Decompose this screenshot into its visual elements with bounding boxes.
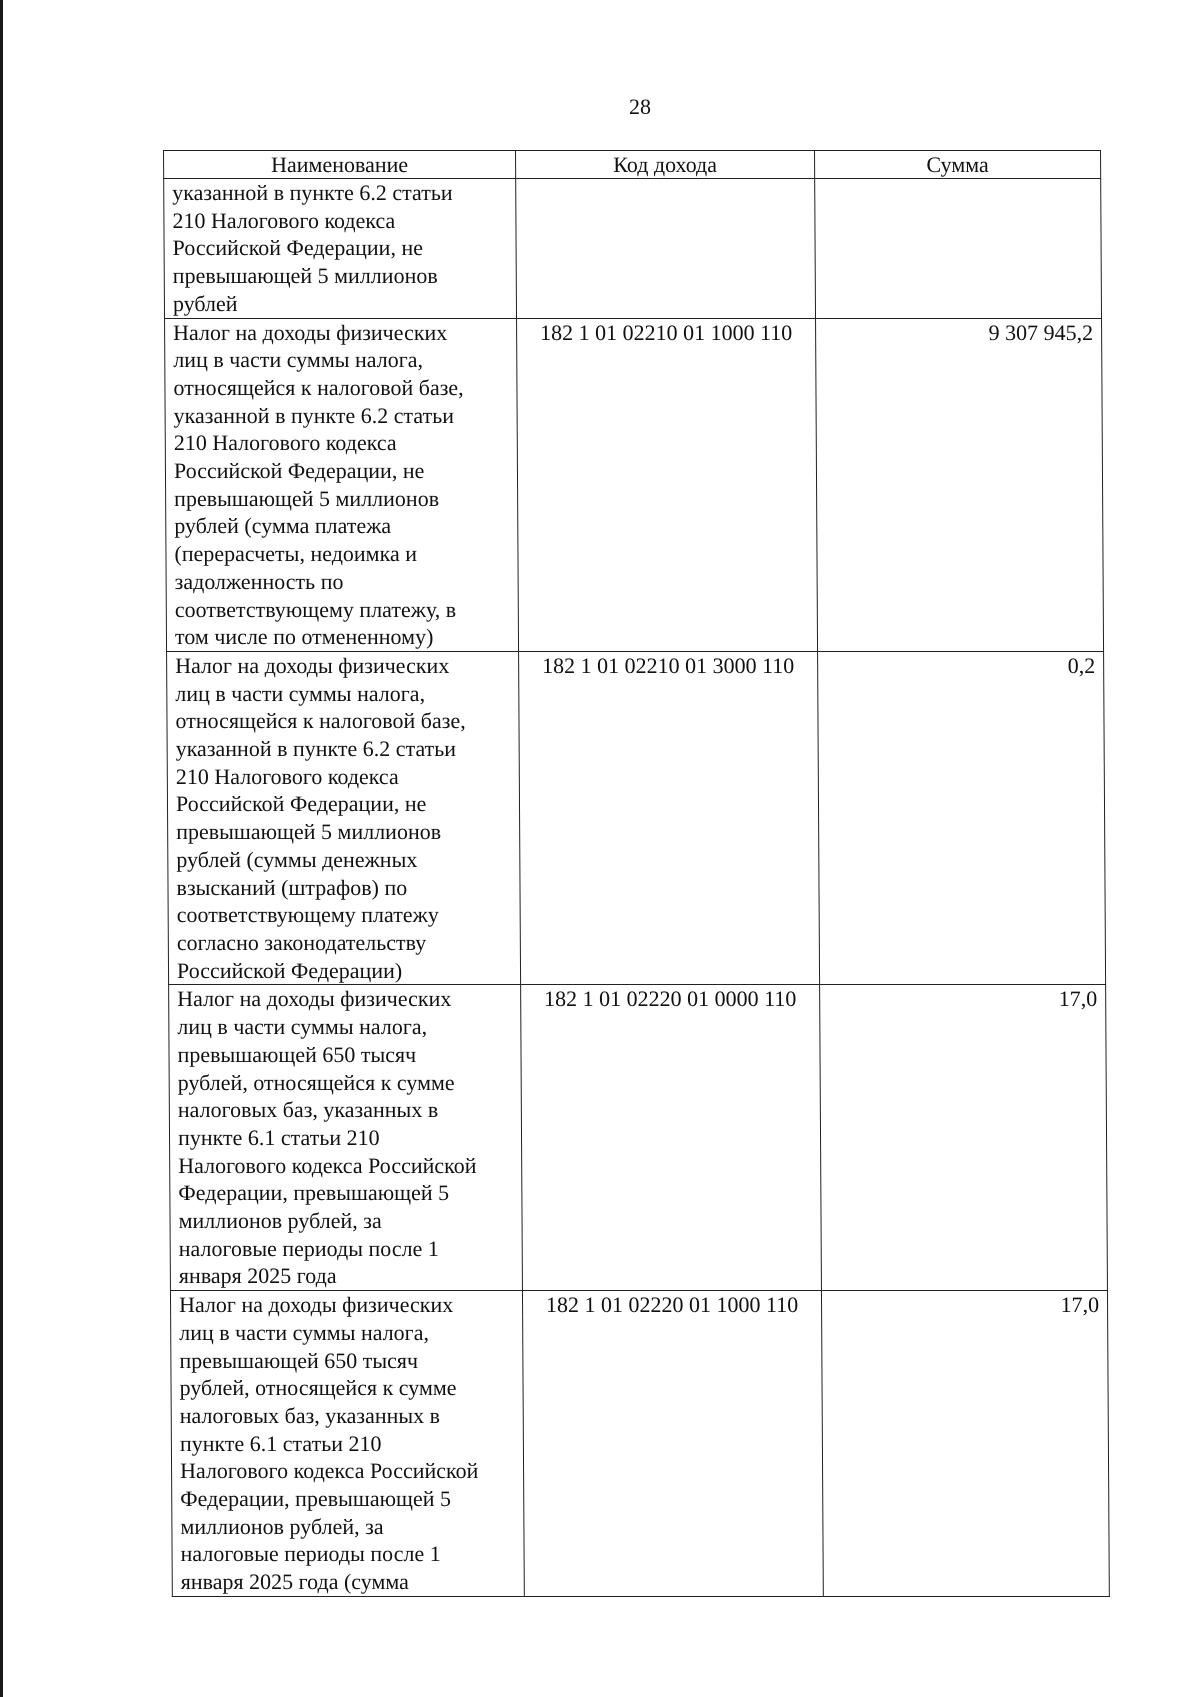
name-line: указанной в пункте 6.2 статьи [175,736,457,762]
name-line: соответствующему платежу [176,902,439,928]
name-line: относящейся к налоговой базе, [173,374,464,400]
name-line: лиц в части суммы налога, [177,1014,428,1040]
page-number: 28 [629,94,651,119]
header-name: Наименование [164,151,516,179]
cell-sum [815,179,1102,319]
table-row [165,318,1104,651]
cell-name [164,179,517,319]
header-sum: Сумма [815,151,1101,179]
name-line: превышающей 5 миллионов [176,819,442,845]
name-line: лиц в части суммы налога, [179,1319,430,1345]
name-line: взысканий (штрафов) по [176,874,408,900]
name-line: Налог на доходы физических [175,652,450,678]
name-line: превышающей 650 тысяч [177,1041,417,1067]
header-code: Код дохода [516,151,815,179]
cell-sum: 17,0 [821,1291,1109,1597]
name-line: соответствующему платежу, в [174,596,457,622]
name-line: Налог на доходы физических [178,1292,454,1318]
table-row [167,651,1106,984]
cell-code [516,179,816,319]
table-header-row [164,151,1101,179]
name-line: 210 Налогового кодекса [172,207,396,233]
table-row [170,1291,1109,1597]
name-line: том числе по отмененному) [174,624,434,650]
cell-name [167,651,521,984]
name-line: рублей [172,290,238,316]
name-line: налоговые периоды после 1 [180,1541,441,1567]
table-body [164,179,1110,1597]
name-line: Российской Федерации, не [175,791,427,817]
cell-code: 182 1 01 02210 01 1000 110 [517,318,818,651]
name-line: Налогового кодекса Российской [178,1152,477,1178]
name-line: согласно законодательству [176,929,427,955]
name-line: задолженность по [174,568,344,594]
name-line: указанной в пункте 6.2 статьи [172,180,453,205]
revenue-table [163,150,1110,1597]
cell-name [169,985,523,1291]
name-line: Налог на доходы физических [173,319,448,345]
name-line: Российской Федерации, не [173,458,425,484]
cell-sum: 0,2 [818,651,1106,984]
name-line: превышающей 5 миллионов [172,263,438,289]
name-line: января 2025 года [178,1263,337,1289]
name-line: налоговые периоды после 1 [178,1235,439,1261]
cell-code: 182 1 01 02220 01 1000 110 [522,1291,823,1597]
name-line: лиц в части суммы налога, [173,347,424,373]
name-line: относящейся к налоговой базе, [175,708,466,734]
cell-sum: 17,0 [820,985,1108,1291]
name-line: рублей (сумма платежа [174,513,392,539]
table-row [169,985,1108,1291]
name-line: (перерасчеты, недоимка и [174,541,418,567]
name-line: превышающей 5 миллионов [174,485,440,511]
name-line: января 2025 года (сумма [180,1569,409,1595]
name-line: пункте 6.1 статьи 210 [177,1124,380,1150]
name-line: Федерации, превышающей 5 [180,1486,452,1512]
name-line: Федерации, превышающей 5 [178,1180,450,1206]
scan-edge [0,0,3,1697]
name-line: пункте 6.1 статьи 210 [179,1430,382,1456]
cell-name [170,1291,524,1597]
name-line: 210 Налогового кодекса [175,763,399,789]
name-line: Российской Федерации) [176,957,403,983]
cell-name [165,318,519,651]
table-row [164,179,1102,319]
name-line: Российской Федерации, не [172,235,424,261]
cell-code: 182 1 01 02210 01 3000 110 [519,651,820,984]
name-line: рублей, относящейся к сумме [179,1375,457,1401]
name-line: превышающей 650 тысяч [179,1347,419,1373]
name-line: налоговых баз, указанных в [177,1097,439,1123]
name-line: миллионов рублей, за [180,1513,384,1539]
name-line: Налогового кодекса Российской [179,1458,479,1484]
name-line: миллионов рублей, за [178,1208,382,1234]
name-line: рублей (суммы денежных [176,846,418,872]
name-line: налоговых баз, указанных в [179,1402,441,1428]
name-line: рублей, относящейся к сумме [177,1069,455,1095]
cell-sum: 9 307 945,2 [816,318,1104,651]
name-line: 210 Налогового кодекса [173,430,397,456]
cell-code: 182 1 01 02220 01 0000 110 [521,985,822,1291]
name-line: указанной в пункте 6.2 статьи [173,402,455,428]
name-line: лиц в части суммы налога, [175,680,426,706]
name-line: Налог на доходы физических [177,986,452,1012]
